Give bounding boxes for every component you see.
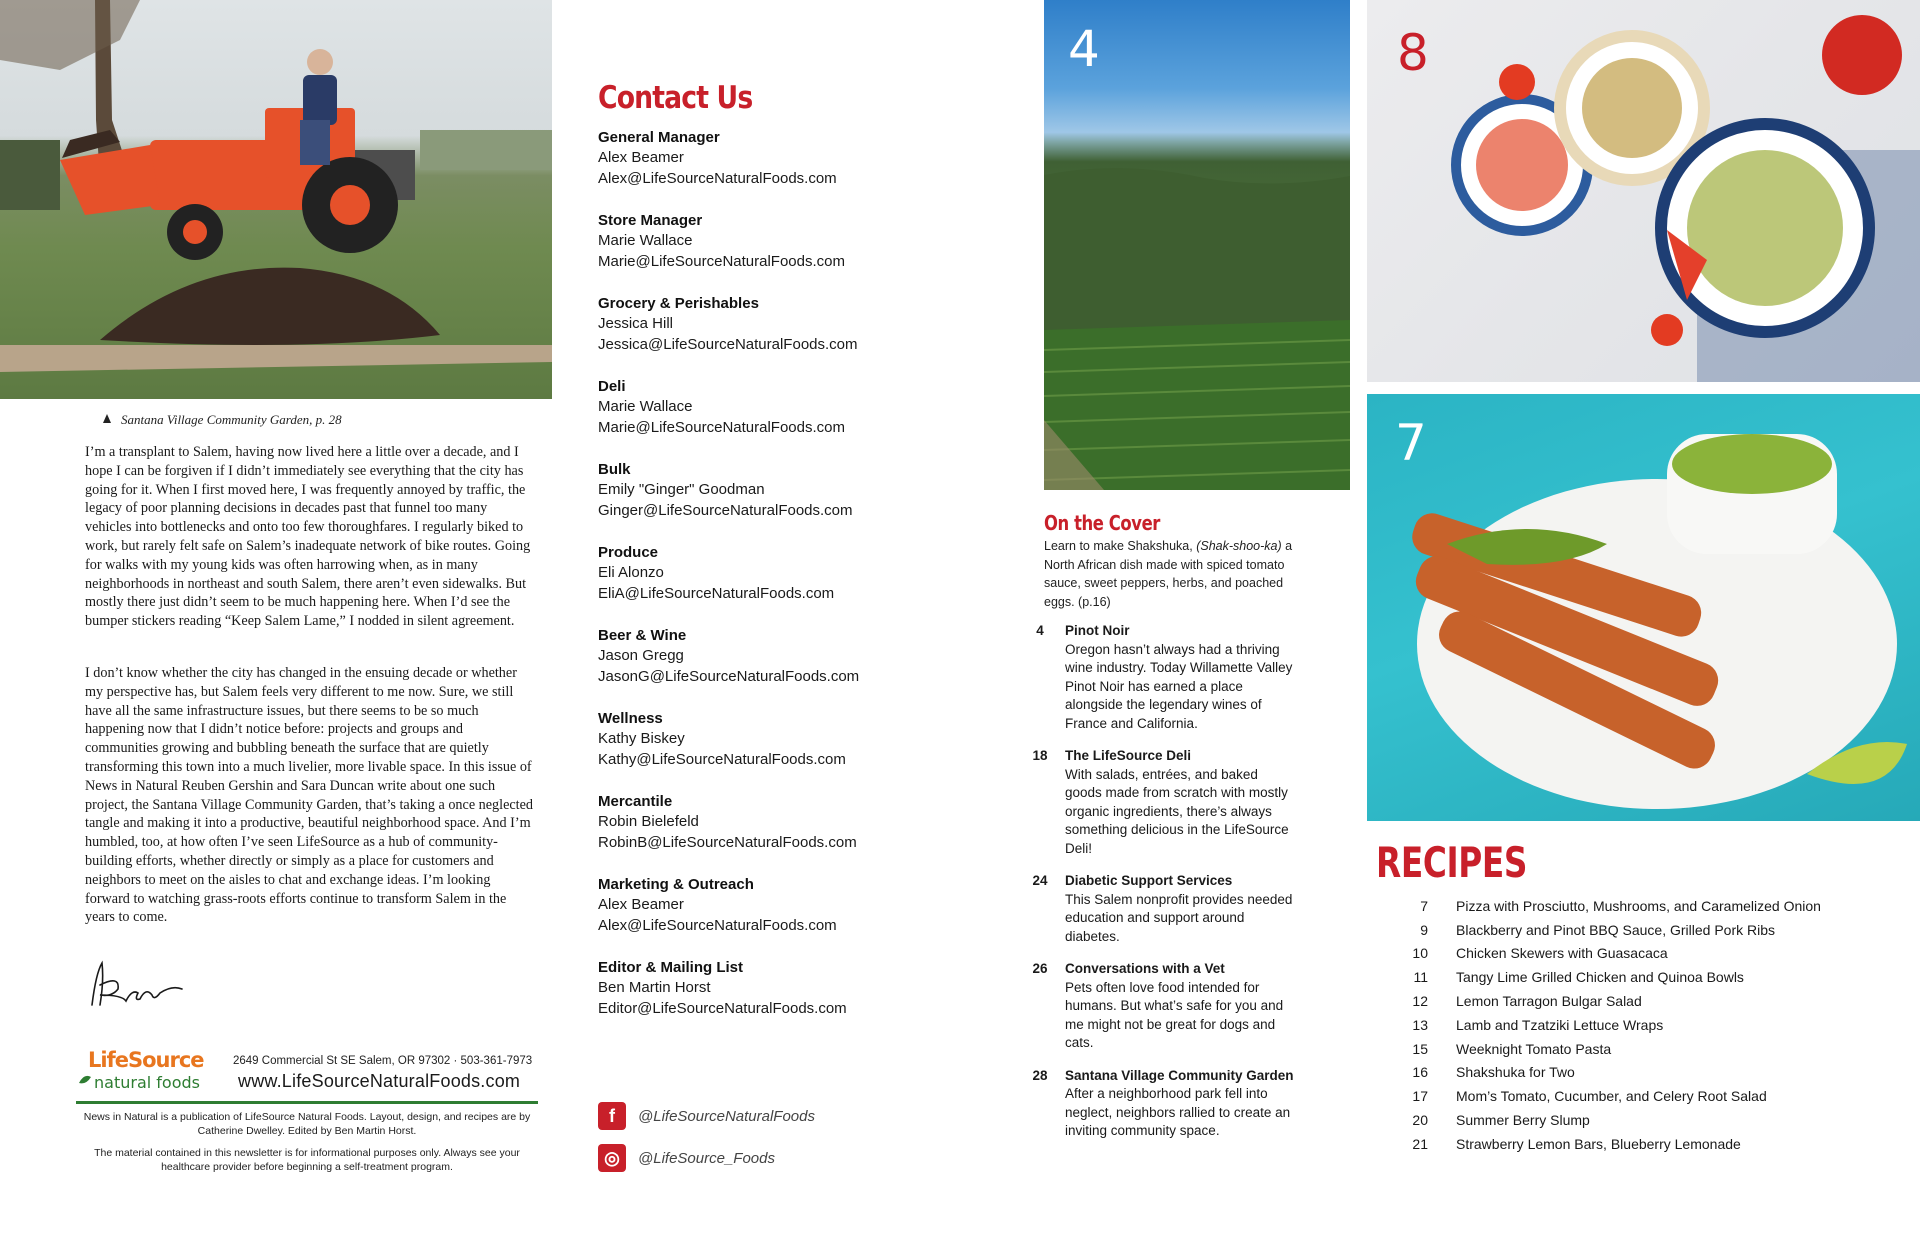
toc-item[interactable]: [1025, 960, 1315, 1053]
table-of-contents: [1025, 622, 1315, 1141]
recipe-page-number: 15: [1412, 1040, 1428, 1057]
recipe-name: Lamb and Tzatziki Lettuce Wraps: [1456, 1016, 1664, 1033]
toc-item-description: With salads, entrées, and baked goods made from scratch with mostly organic ingredients, there’s always something delicious in the LifeSource Deli!: [1065, 766, 1289, 856]
toc-item-body: [1065, 622, 1295, 733]
caption-triangle-icon: [103, 414, 111, 423]
contact-email-link[interactable]: JasonG@LifeSourceNaturalFoods.com: [598, 667, 860, 685]
contact-role: General Manager: [598, 129, 720, 146]
contact-role: Produce: [598, 544, 659, 561]
toc-item-body: [1065, 1067, 1295, 1141]
recipe-page-number: 9: [1420, 921, 1428, 938]
on-the-cover-text: Learn to make Shakshuka, (Shak-shoo-ka) a North African dish made with spiced tomato sauce, sweet peppers, herbs, and poached eggs. (p.16): [1044, 539, 1293, 609]
contact-name: Eli Alonzo: [598, 564, 664, 581]
toc-page-number: 26: [1032, 961, 1048, 976]
contact-name: Jason Gregg: [598, 647, 684, 664]
facebook-link[interactable]: [598, 1102, 815, 1130]
recipe-name: Summer Berry Slump: [1456, 1112, 1590, 1129]
recipe-name: Tangy Lime Grilled Chicken and Quinoa Bowls: [1456, 969, 1744, 986]
recipe-item[interactable]: [1376, 918, 1916, 942]
contact-name: Kathy Biskey: [598, 730, 685, 747]
recipe-page-number: 13: [1412, 1016, 1428, 1033]
contact-name: Robin Bielefeld: [598, 813, 699, 830]
instagram-handle: @LifeSource_Foods: [638, 1149, 775, 1167]
contact-role: Deli: [598, 378, 626, 395]
tractor-photo: [0, 0, 552, 399]
facebook-icon: f: [598, 1102, 626, 1130]
recipe-item[interactable]: [1376, 942, 1916, 966]
recipe-page-number: 7: [1420, 897, 1428, 914]
contact-email-link[interactable]: RobinB@LifeSourceNaturalFoods.com: [598, 833, 857, 851]
letter-paragraph-2: I don’t know whether the city has changed in the ensuing decade or whether my perspective has, but Salem feels very different to me now. Sure, we still have all the same infrastructure issues, but there seems to be so much happening now that I didn’t notice before: projects and groups and communities growing and bubbling beneath the surface that are quietly transforming this town into a much livelier, more livable space. In this issue of News in Natural Reuben Gershin and Sara Duncan write about one such project, the Santana Village Community Garden, that’s taking a once neglected tangle and making it into a productive, beautiful neighborhood space. And I’m humbled, too, at how often I’ve seen LifeSource as a hub of community-building efforts, whether directly or simply as a place for customers and neighbors to meet on the aisles to chat and exchange ideas. I’m looking forward to watching grass-roots efforts continue to transform Salem in the years to come.: [85, 665, 534, 926]
recipe-item[interactable]: [1376, 1061, 1916, 1085]
contact-role: Store Manager: [598, 212, 703, 229]
on-the-cover-title: On the Cover: [1044, 511, 1160, 535]
tractor-illustration: [0, 0, 552, 399]
contact-email-link[interactable]: Alex@LifeSourceNaturalFoods.com: [598, 916, 837, 934]
page-number-7: 7: [1395, 414, 1427, 472]
contact-title: Contact Us: [598, 80, 753, 116]
contact-list: [598, 128, 898, 1041]
recipe-name: Pizza with Prosciutto, Mushrooms, and Caramelized Onion: [1456, 897, 1821, 914]
toc-item-body: [1065, 960, 1295, 1053]
chicken-skewers-photo: [1367, 394, 1920, 821]
recipes-title: RECIPES: [1376, 838, 1528, 887]
recipe-page-number: 21: [1412, 1135, 1428, 1152]
contact-entry: [598, 709, 898, 792]
recipe-name: Lemon Tarragon Bulgar Salad: [1456, 993, 1642, 1010]
recipe-name: Blackberry and Pinot BBQ Sauce, Grilled Pork Ribs: [1456, 921, 1776, 938]
recipe-item[interactable]: [1376, 1132, 1916, 1156]
contact-entry: [598, 543, 898, 626]
contact-name: Ben Martin Horst: [598, 979, 711, 996]
recipe-item[interactable]: [1376, 1108, 1916, 1132]
recipe-list: [1376, 894, 1916, 1156]
toc-page-number: 24: [1032, 873, 1048, 888]
contact-entry: [598, 294, 898, 377]
recipe-page-number: 11: [1413, 969, 1428, 986]
toc-item-description: After a neighborhood park fell into neglect, neighbors rallied to create an inviting community space.: [1065, 1086, 1291, 1138]
contact-entry: [598, 460, 898, 543]
contact-email-link[interactable]: Marie@LifeSourceNaturalFoods.com: [598, 252, 845, 270]
contact-entry: [598, 626, 898, 709]
toc-item-title: Conversations with a Vet: [1065, 961, 1225, 976]
toc-page-number: 28: [1032, 1067, 1048, 1083]
contact-email-link[interactable]: Ginger@LifeSourceNaturalFoods.com: [598, 501, 853, 519]
contact-name: Alex Beamer: [598, 896, 684, 913]
contact-entry: [598, 958, 898, 1041]
toc-item-title: The LifeSource Deli: [1065, 748, 1192, 763]
recipe-name: Weeknight Tomato Pasta: [1456, 1040, 1612, 1057]
photo-caption: Santana Village Community Garden, p. 28: [103, 412, 342, 428]
lifesource-logo: [76, 1045, 206, 1095]
recipe-item[interactable]: [1376, 965, 1916, 989]
recipe-page-number: 17: [1412, 1088, 1428, 1105]
instagram-icon: ◎: [598, 1144, 626, 1172]
toc-item[interactable]: [1025, 747, 1315, 858]
contact-email-link[interactable]: Alex@LifeSourceNaturalFoods.com: [598, 169, 837, 187]
footer-divider: [76, 1101, 538, 1104]
recipe-item[interactable]: [1376, 1084, 1916, 1108]
recipe-name: Shakshuka for Two: [1456, 1064, 1575, 1081]
contact-name: Marie Wallace: [598, 232, 693, 249]
contact-role: Beer & Wine: [598, 627, 687, 644]
recipe-page-number: 10: [1412, 945, 1428, 962]
recipe-page-number: 20: [1412, 1112, 1428, 1129]
svg-text:natural foods: natural foods: [94, 1073, 200, 1092]
recipe-item[interactable]: [1376, 894, 1916, 918]
page-number-4: 4: [1068, 20, 1100, 78]
toc-item-body: [1065, 747, 1295, 858]
toc-item[interactable]: [1025, 872, 1315, 946]
vineyard-photo: [1044, 0, 1350, 490]
toc-item[interactable]: [1025, 1067, 1315, 1141]
publication-note: News in Natural is a publication of LifeSource Natural Foods. Layout, design, and recipes are by Catherine Dwelley. Edited by Ben Martin Horst.: [83, 1111, 531, 1137]
instagram-link[interactable]: [598, 1144, 775, 1172]
contact-name: Emily "Ginger" Goodman: [598, 481, 765, 498]
contact-email-link[interactable]: Marie@LifeSourceNaturalFoods.com: [598, 418, 845, 436]
recipe-name: Mom’s Tomato, Cucumber, and Celery Root Salad: [1456, 1088, 1767, 1105]
page-number-8: 8: [1397, 24, 1429, 82]
facebook-handle: @LifeSourceNaturalFoods: [638, 1107, 815, 1125]
contact-email-link[interactable]: Editor@LifeSourceNaturalFoods.com: [598, 999, 847, 1017]
recipe-page-number: 12: [1412, 993, 1428, 1010]
toc-item-description: Pets often love food intended for humans. But what’s safe for you and me might not be great for dogs and cats.: [1065, 979, 1284, 1050]
toc-page-number: 4: [1036, 623, 1044, 638]
store-website-link[interactable]: www.LifeSourceNaturalFoods.com: [238, 1071, 521, 1091]
contact-name: Alex Beamer: [598, 149, 684, 166]
recipe-name: Strawberry Lemon Bars, Blueberry Lemonade: [1456, 1135, 1741, 1152]
toc-item-description: This Salem nonprofit provides needed education and support around diabetes.: [1065, 891, 1293, 944]
toc-page-number: 18: [1032, 748, 1048, 763]
contact-role: Editor & Mailing List: [598, 959, 743, 976]
disclaimer-note: The material contained in this newsletter is for informational purposes only. Always see your healthcare provider before beginning a self-treatment program.: [94, 1147, 520, 1173]
contact-entry: [598, 792, 898, 875]
contact-name: Marie Wallace: [598, 398, 693, 415]
recipe-item[interactable]: [1376, 1013, 1916, 1037]
contact-email-link[interactable]: Jessica@LifeSourceNaturalFoods.com: [598, 335, 858, 353]
recipe-page-number: 16: [1412, 1064, 1428, 1081]
contact-role: Grocery & Perishables: [598, 295, 759, 312]
recipe-item[interactable]: [1376, 989, 1916, 1013]
contact-email-link[interactable]: Kathy@LifeSourceNaturalFoods.com: [598, 750, 846, 768]
recipe-item[interactable]: [1376, 1037, 1916, 1061]
salad-photo: [1367, 0, 1920, 382]
contact-role: Marketing & Outreach: [598, 876, 754, 893]
contact-role: Bulk: [598, 461, 631, 478]
contact-role: Mercantile: [598, 793, 673, 810]
contact-entry: [598, 875, 898, 958]
contact-entry: [598, 211, 898, 294]
contact-email-link[interactable]: EliA@LifeSourceNaturalFoods.com: [598, 584, 835, 602]
toc-item[interactable]: [1025, 622, 1315, 733]
toc-item-title: Diabetic Support Services: [1065, 873, 1233, 888]
svg-text:LifeSource: LifeSource: [88, 1048, 204, 1072]
toc-item-description: Oregon hasn’t always had a thriving wine industry. Today Willamette Valley Pinot Noir has earned a place alongside the legendary wines of France and California.: [1065, 641, 1293, 731]
contact-entry: [598, 128, 898, 211]
contact-role: Wellness: [598, 710, 663, 727]
letter-paragraph-1: I’m a transplant to Salem, having now lived here a little over a decade, and I hope I can be forgiven if I didn’t immediately see everything that the city has going for it. When I first moved here, I was frequently annoyed by traffic, the legacy of poor planning decisions in decades past that funnel too many vehicles into bottlenecks and onto too few thoroughfares. I regularly biked to work, but rarely felt safe on Salem’s inadequate network of bike routes. Going for walks with my young kids was often harrowing when, as in many neighborhoods in northeast and south Salem, there aren’t even sidewalks. But mostly there just didn’t seem to be much happening here. When I’d see the bumper stickers reading “Keep Salem Lame,” I nodded in silent agreement.: [85, 444, 531, 630]
signature: [82, 955, 192, 1015]
recipe-name: Chicken Skewers with Guasacaca: [1456, 945, 1668, 962]
contact-entry: [598, 377, 898, 460]
contact-name: Jessica Hill: [598, 315, 674, 332]
toc-item-title: Santana Village Community Garden: [1065, 1067, 1294, 1083]
toc-item-body: [1065, 872, 1295, 946]
toc-item-title: Pinot Noir: [1065, 623, 1130, 638]
store-address: 2649 Commercial St SE Salem, OR 97302 · 503-361-7973: [233, 1055, 533, 1067]
